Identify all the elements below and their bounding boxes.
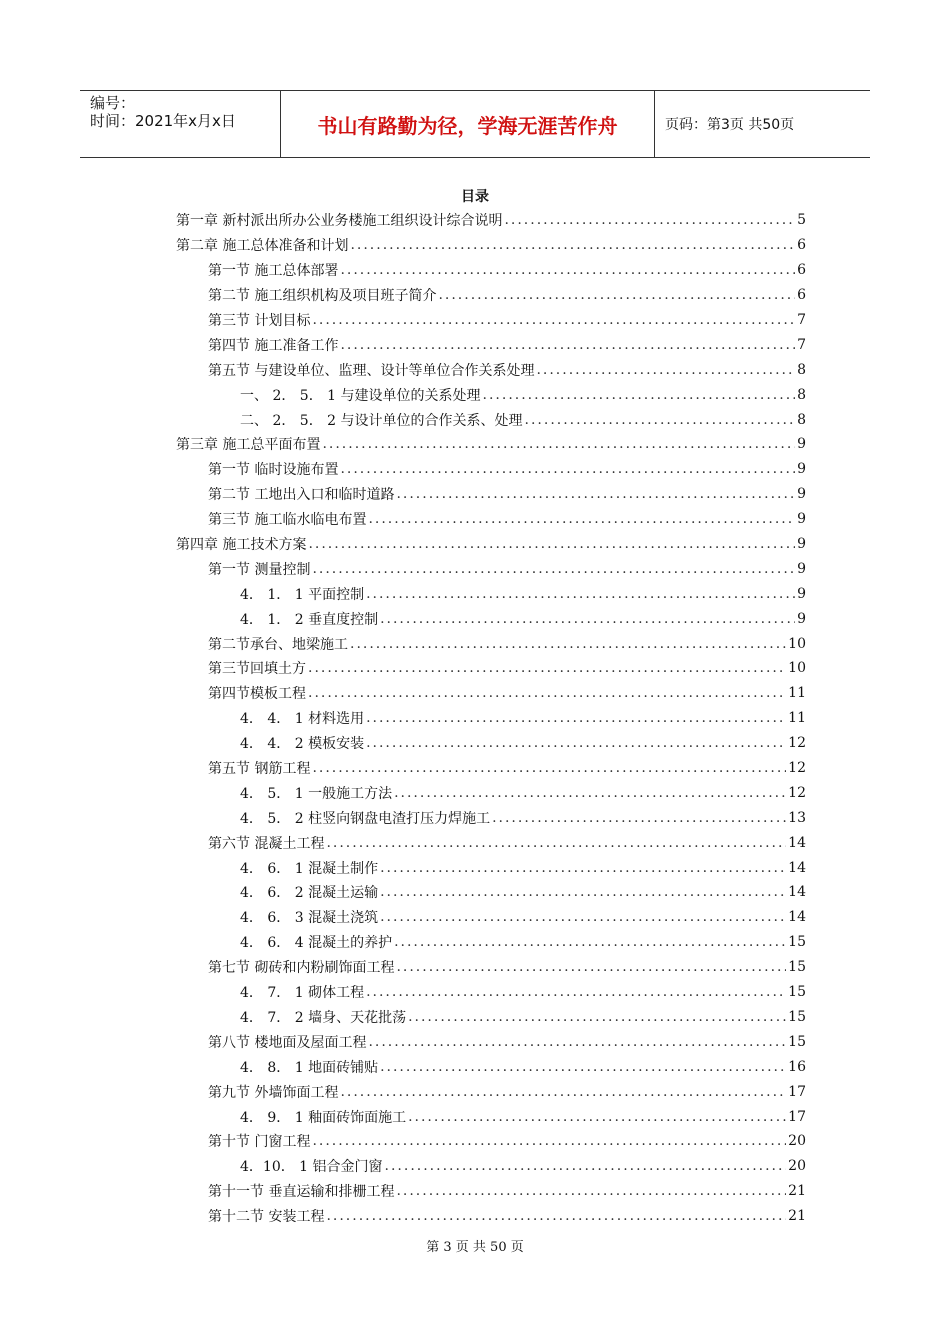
toc-entry-label: 第一节 施工总体部署 bbox=[208, 263, 339, 280]
toc-leader-dots bbox=[366, 984, 786, 1000]
toc-entry-label: 4． 1． 1 平面控制 bbox=[240, 586, 365, 603]
toc-leader-dots bbox=[408, 1009, 786, 1025]
toc-entry-page: 9 bbox=[797, 511, 806, 528]
toc-entry-page: 21 bbox=[788, 1208, 806, 1225]
toc-entry-page: 15 bbox=[788, 934, 806, 951]
toc-entry-page: 17 bbox=[788, 1108, 806, 1125]
toc-leader-dots bbox=[326, 835, 786, 851]
toc-entry[interactable] bbox=[176, 805, 806, 830]
toc-leader-dots bbox=[368, 511, 795, 527]
toc-entry-page: 5 bbox=[797, 212, 806, 229]
toc-entry[interactable] bbox=[176, 1154, 806, 1179]
toc-entry-label: 第四章 施工技术方案 bbox=[176, 537, 307, 554]
toc-entry-page: 9 bbox=[797, 436, 806, 453]
toc-leader-dots bbox=[438, 287, 795, 303]
toc-entry-page: 15 bbox=[788, 1008, 806, 1025]
toc-entry-page: 8 bbox=[797, 411, 806, 428]
header-meta bbox=[80, 91, 281, 157]
toc-entry-label: 4．10． 1 铝合金门窗 bbox=[240, 1159, 383, 1176]
toc-entry[interactable] bbox=[176, 656, 806, 681]
toc-entry[interactable] bbox=[176, 308, 806, 333]
toc-leader-dots bbox=[312, 312, 795, 328]
toc-entry-label: 二、 2． 5． 2 与设计单位的合作关系、处理 bbox=[240, 412, 523, 429]
toc-leader-dots bbox=[322, 436, 795, 452]
document-number-label: 编号： bbox=[90, 94, 136, 112]
toc-entry[interactable] bbox=[176, 1104, 806, 1129]
toc-leader-dots bbox=[312, 561, 795, 577]
toc-entry-label: 第七节 砌砖和内粉刷饰面工程 bbox=[208, 960, 395, 977]
toc-entry-page: 11 bbox=[788, 710, 806, 727]
toc-entry[interactable] bbox=[176, 407, 806, 432]
toc-entry-page: 6 bbox=[797, 262, 806, 279]
toc-leader-dots bbox=[396, 959, 786, 975]
toc-leader-dots bbox=[326, 1208, 786, 1224]
toc-entry-page: 11 bbox=[788, 685, 806, 702]
toc-leader-dots bbox=[483, 387, 796, 403]
toc-entry-page: 14 bbox=[788, 884, 806, 901]
toc-entry-label: 4． 5． 2 柱竖向钢盘电渣打压力焊施工 bbox=[240, 810, 491, 827]
toc-entry-page: 9 bbox=[797, 610, 806, 627]
toc-entry-page: 9 bbox=[797, 560, 806, 577]
toc-entry[interactable] bbox=[176, 1129, 806, 1154]
toc-entry[interactable] bbox=[176, 233, 806, 258]
toc-entry-page: 15 bbox=[788, 959, 806, 976]
toc-entry-page: 12 bbox=[788, 735, 806, 752]
toc-entry[interactable] bbox=[176, 930, 806, 955]
toc-leader-dots bbox=[536, 362, 795, 378]
toc-leader-dots bbox=[308, 660, 786, 676]
toc-entry[interactable] bbox=[176, 1179, 806, 1204]
toc-entry[interactable] bbox=[176, 830, 806, 855]
toc-leader-dots bbox=[366, 710, 786, 726]
toc-entry-page: 14 bbox=[788, 859, 806, 876]
toc-entry-label: 第一节 测量控制 bbox=[208, 561, 311, 578]
header-page-info: 页码：第3页 共50页 bbox=[665, 117, 795, 133]
toc-leader-dots bbox=[340, 1084, 786, 1100]
toc-entry-label: 第四节 施工准备工作 bbox=[208, 337, 339, 354]
toc-leader-dots bbox=[366, 735, 786, 751]
toc-leader-dots bbox=[380, 1059, 786, 1075]
toc-leader-dots bbox=[340, 461, 795, 477]
toc-entry[interactable] bbox=[176, 507, 806, 532]
toc-entry-label: 第三节 施工临水临电布置 bbox=[208, 512, 367, 529]
toc-entry-label: 4． 6． 4 混凝土的养护 bbox=[240, 935, 393, 952]
toc-entry[interactable] bbox=[176, 457, 806, 482]
toc-entry-page: 17 bbox=[788, 1083, 806, 1100]
toc-leader-dots bbox=[525, 412, 796, 428]
toc-entry-label: 第九节 外墙饰面工程 bbox=[208, 1084, 339, 1101]
toc-entry[interactable] bbox=[176, 1054, 806, 1079]
toc-entry[interactable] bbox=[176, 283, 806, 308]
toc-entry[interactable] bbox=[176, 556, 806, 581]
toc-entry[interactable] bbox=[176, 731, 806, 756]
toc-entry-label: 4． 8． 1 地面砖铺贴 bbox=[240, 1059, 379, 1076]
toc-entry-label: 4． 5． 1 一般施工方法 bbox=[240, 785, 393, 802]
toc-entry-page: 14 bbox=[788, 909, 806, 926]
toc-entry[interactable] bbox=[176, 357, 806, 382]
toc-leader-dots bbox=[396, 486, 795, 502]
toc-entry[interactable] bbox=[176, 631, 806, 656]
toc-entry[interactable] bbox=[176, 1029, 806, 1054]
toc-leader-dots bbox=[380, 909, 786, 925]
toc-entry[interactable] bbox=[176, 880, 806, 905]
toc-entry-page: 9 bbox=[797, 461, 806, 478]
toc-entry[interactable] bbox=[176, 581, 806, 606]
toc-entry-label: 第八节 楼地面及屋面工程 bbox=[208, 1034, 367, 1051]
document-time-label: 时间：2021年x月x日 bbox=[90, 112, 236, 130]
toc-entry[interactable] bbox=[176, 606, 806, 631]
toc-entry-label: 4． 4． 1 材料选用 bbox=[240, 711, 365, 728]
toc-leader-dots bbox=[396, 1183, 786, 1199]
toc-entry-label: 第二节 工地出入口和临时道路 bbox=[208, 487, 395, 504]
toc-entry-label: 第三章 施工总平面布置 bbox=[176, 437, 321, 454]
toc-leader-dots bbox=[394, 934, 786, 950]
toc-entry-page: 21 bbox=[788, 1183, 806, 1200]
toc-entry[interactable] bbox=[176, 382, 806, 407]
toc-entry[interactable] bbox=[176, 432, 806, 457]
toc-entry-label: 第五节 与建设单位、监理、设计等单位合作关系处理 bbox=[208, 362, 535, 379]
toc-leader-dots bbox=[380, 860, 786, 876]
toc-entry-label: 4． 4． 2 模板安装 bbox=[240, 736, 365, 753]
toc-entry-page: 12 bbox=[788, 784, 806, 801]
toc-entry-label: 第一节 临时设施布置 bbox=[208, 462, 339, 479]
toc-entry-label: 第五节 钢筋工程 bbox=[208, 761, 311, 778]
toc-leader-dots bbox=[408, 1109, 786, 1125]
toc-entry[interactable] bbox=[176, 780, 806, 805]
toc-entry[interactable] bbox=[176, 706, 806, 731]
toc-entry-label: 4． 7． 1 砌体工程 bbox=[240, 985, 365, 1002]
toc-entry-page: 10 bbox=[788, 635, 806, 652]
toc-entry[interactable] bbox=[176, 258, 806, 283]
toc-entry[interactable] bbox=[176, 955, 806, 980]
toc-entry[interactable] bbox=[176, 1079, 806, 1104]
toc-entry-label: 第十二节 安装工程 bbox=[208, 1209, 325, 1226]
toc-entry-label: 第三节 计划目标 bbox=[208, 313, 311, 329]
toc-leader-dots bbox=[312, 760, 786, 776]
toc-entry-page: 14 bbox=[788, 834, 806, 851]
toc-entry-label: 第十节 门窗工程 bbox=[208, 1134, 311, 1151]
toc-entry[interactable] bbox=[176, 532, 806, 557]
toc-entry-page: 20 bbox=[788, 1158, 806, 1175]
toc-leader-dots bbox=[340, 337, 795, 353]
toc-entry[interactable] bbox=[176, 905, 806, 930]
toc-leader-dots bbox=[340, 262, 795, 278]
toc-entry-page: 7 bbox=[797, 312, 806, 328]
toc-entry-page: 15 bbox=[788, 1033, 806, 1050]
toc-title: 目录 bbox=[461, 189, 489, 205]
toc-entry[interactable] bbox=[176, 855, 806, 880]
toc-entry-label: 4． 6． 3 混凝土浇筑 bbox=[240, 910, 379, 927]
table-of-contents bbox=[176, 208, 806, 1229]
toc-entry-label: 第二节 施工组织机构及项目班子简介 bbox=[208, 288, 437, 305]
toc-entry-page: 12 bbox=[788, 760, 806, 777]
toc-entry[interactable] bbox=[176, 1005, 806, 1030]
toc-leader-dots bbox=[308, 685, 786, 701]
toc-leader-dots bbox=[394, 785, 786, 801]
page-header bbox=[80, 90, 870, 158]
toc-entry-label: 4． 6． 2 混凝土运输 bbox=[240, 885, 379, 902]
toc-entry-label: 4． 6． 1 混凝土制作 bbox=[240, 860, 379, 877]
toc-entry-label: 4． 1． 2 垂直度控制 bbox=[240, 611, 379, 628]
toc-entry-label: 第一章 新村派出所办公业务楼施工组织设计综合说明 bbox=[176, 213, 503, 230]
toc-entry-page: 20 bbox=[788, 1133, 806, 1150]
toc-leader-dots bbox=[504, 212, 795, 228]
toc-entry-label: 4． 7． 2 墙身、天花批荡 bbox=[240, 1009, 407, 1026]
toc-entry-page: 7 bbox=[797, 336, 806, 353]
toc-entry-label: 第四节模板工程 bbox=[208, 686, 306, 703]
toc-entry-page: 9 bbox=[797, 585, 806, 602]
toc-leader-dots bbox=[368, 1034, 786, 1050]
toc-leader-dots bbox=[308, 536, 795, 552]
toc-entry-label: 第二节承台、地梁施工 bbox=[208, 636, 348, 653]
toc-entry-page: 13 bbox=[788, 809, 806, 826]
toc-entry[interactable] bbox=[176, 1204, 806, 1229]
toc-entry-page: 15 bbox=[788, 984, 806, 1001]
toc-leader-dots bbox=[366, 586, 795, 602]
toc-entry-page: 10 bbox=[788, 660, 806, 677]
toc-leader-dots bbox=[492, 810, 786, 826]
toc-entry[interactable] bbox=[176, 756, 806, 781]
toc-leader-dots bbox=[385, 1158, 787, 1174]
toc-entry-page: 16 bbox=[788, 1058, 806, 1075]
toc-entry-label: 一、 2． 5． 1 与建设单位的关系处理 bbox=[240, 387, 481, 404]
toc-entry-page: 8 bbox=[797, 386, 806, 403]
toc-leader-dots bbox=[350, 636, 786, 652]
toc-entry-label: 4． 9． 1 釉面砖饰面施工 bbox=[240, 1109, 407, 1126]
toc-leader-dots bbox=[312, 1133, 786, 1149]
toc-entry-label: 第十一节 垂直运输和排栅工程 bbox=[208, 1184, 395, 1201]
toc-entry[interactable] bbox=[176, 980, 806, 1005]
toc-entry-page: 8 bbox=[797, 361, 806, 378]
toc-entry-label: 第六节 混凝土工程 bbox=[208, 835, 325, 852]
toc-entry-page: 9 bbox=[797, 486, 806, 503]
toc-entry[interactable] bbox=[176, 482, 806, 507]
toc-entry[interactable] bbox=[176, 681, 806, 706]
toc-entry[interactable] bbox=[176, 208, 806, 233]
toc-leader-dots bbox=[380, 884, 786, 900]
toc-entry-page: 9 bbox=[797, 536, 806, 553]
header-motto: 书山有路勤为径，学海无涯苦作舟 bbox=[281, 91, 655, 157]
toc-entry-label: 第二章 施工总体准备和计划 bbox=[176, 238, 349, 255]
toc-entry[interactable] bbox=[176, 332, 806, 357]
toc-entry-page: 6 bbox=[797, 287, 806, 304]
toc-leader-dots bbox=[350, 237, 795, 253]
toc-leader-dots bbox=[380, 611, 795, 627]
toc-entry-label: 第三节回填土方 bbox=[208, 661, 306, 678]
page-footer: 第 3 页 共 50 页 bbox=[426, 1240, 524, 1255]
toc-entry-page: 6 bbox=[797, 237, 806, 254]
